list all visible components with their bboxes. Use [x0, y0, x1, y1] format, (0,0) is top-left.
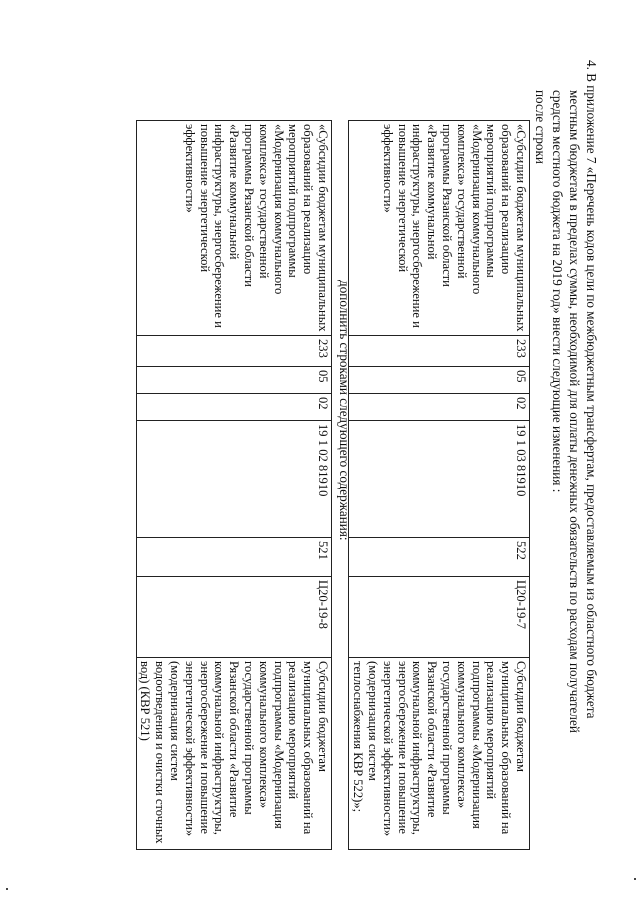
table-row	[136, 121, 331, 850]
cell-expense-type: 522	[349, 538, 530, 577]
cell-description: «Субсидии бюджетам муниципальных образований на реализацию мероприятий подпрограммы «Модернизация коммунального комплекса» государственной программы Рязанской области «Развитие коммунальной инфраструктуры, энергосбережение и повышение энергетической эффективности»	[136, 121, 331, 336]
cell-goal-name: Субсидии бюджетам муниципальных образований на реализацию мероприятий подпрограммы «Модернизация коммунального комплекса» государственной программы Рязанской области «Развитие коммунальной инфраструктуры, энергосбережение и повышение энергетической эффективности» (модернизация систем теплоснабжения КВР 522)»;	[349, 658, 530, 850]
item-number: 4.	[584, 60, 599, 70]
cell-section: 05	[349, 367, 530, 394]
table-first	[348, 120, 530, 850]
cell-code-233: 233	[136, 336, 331, 367]
cell-goal-code: Ц20-19-8	[136, 577, 331, 658]
after-line-text: после строки	[533, 90, 548, 164]
cell-subsection: 02	[136, 394, 331, 421]
cell-expense-type: 521	[136, 538, 331, 577]
scan-speck	[634, 878, 636, 880]
cell-target-article: 19 1 03 81910	[349, 421, 530, 538]
table-row	[349, 121, 530, 850]
cell-target-article: 19 1 02 81910	[136, 421, 331, 538]
rotated-page-content	[40, 50, 600, 850]
after-line-label	[532, 50, 549, 850]
cell-subsection: 02	[349, 394, 530, 421]
intro-paragraph	[532, 50, 600, 850]
intro-line-1	[583, 50, 600, 850]
cell-code-233: 233	[349, 336, 530, 367]
intro-text-3: средств местного бюджета на 2019 год» внести следующие изменения :	[550, 90, 565, 493]
table-second	[136, 120, 332, 850]
cell-goal-name: Субсидии бюджетам муниципальных образований на реализацию мероприятий подпрограммы «Модернизация коммунального комплекса» государственной программы Рязанской области «Развитие коммунальной инфраструктуры, энергосбережение и повышение энергетической эффективности» (модернизация систем водоотведения и очистки сточных вод) (КВР 521)	[136, 658, 331, 850]
intro-line-2	[566, 50, 583, 850]
cell-description: «Субсидии бюджетам муниципальных образований на реализацию мероприятий подпрограммы «Модернизация коммунального комплекса» государственной программы Рязанской области «Развитие коммунальной инфраструктуры, энергосбережение и повышение энергетической эффективности»	[349, 121, 530, 336]
scan-speck	[6, 888, 8, 890]
cell-section: 05	[136, 367, 331, 394]
add-rows-note: дополнить строками следующего содержания:	[337, 280, 352, 541]
cell-goal-code: Ц20-19-7	[349, 577, 530, 658]
intro-text-1: В приложение 7 «Перечень кодов цели по межбюджетным трансфертам, предоставляемым из областного бюджета	[584, 73, 599, 719]
intro-text-2: местным бюджетам в пределах суммы, необходимой для оплаты денежных обязательств по расходам получателей	[567, 90, 582, 733]
intro-line-3	[549, 50, 566, 850]
